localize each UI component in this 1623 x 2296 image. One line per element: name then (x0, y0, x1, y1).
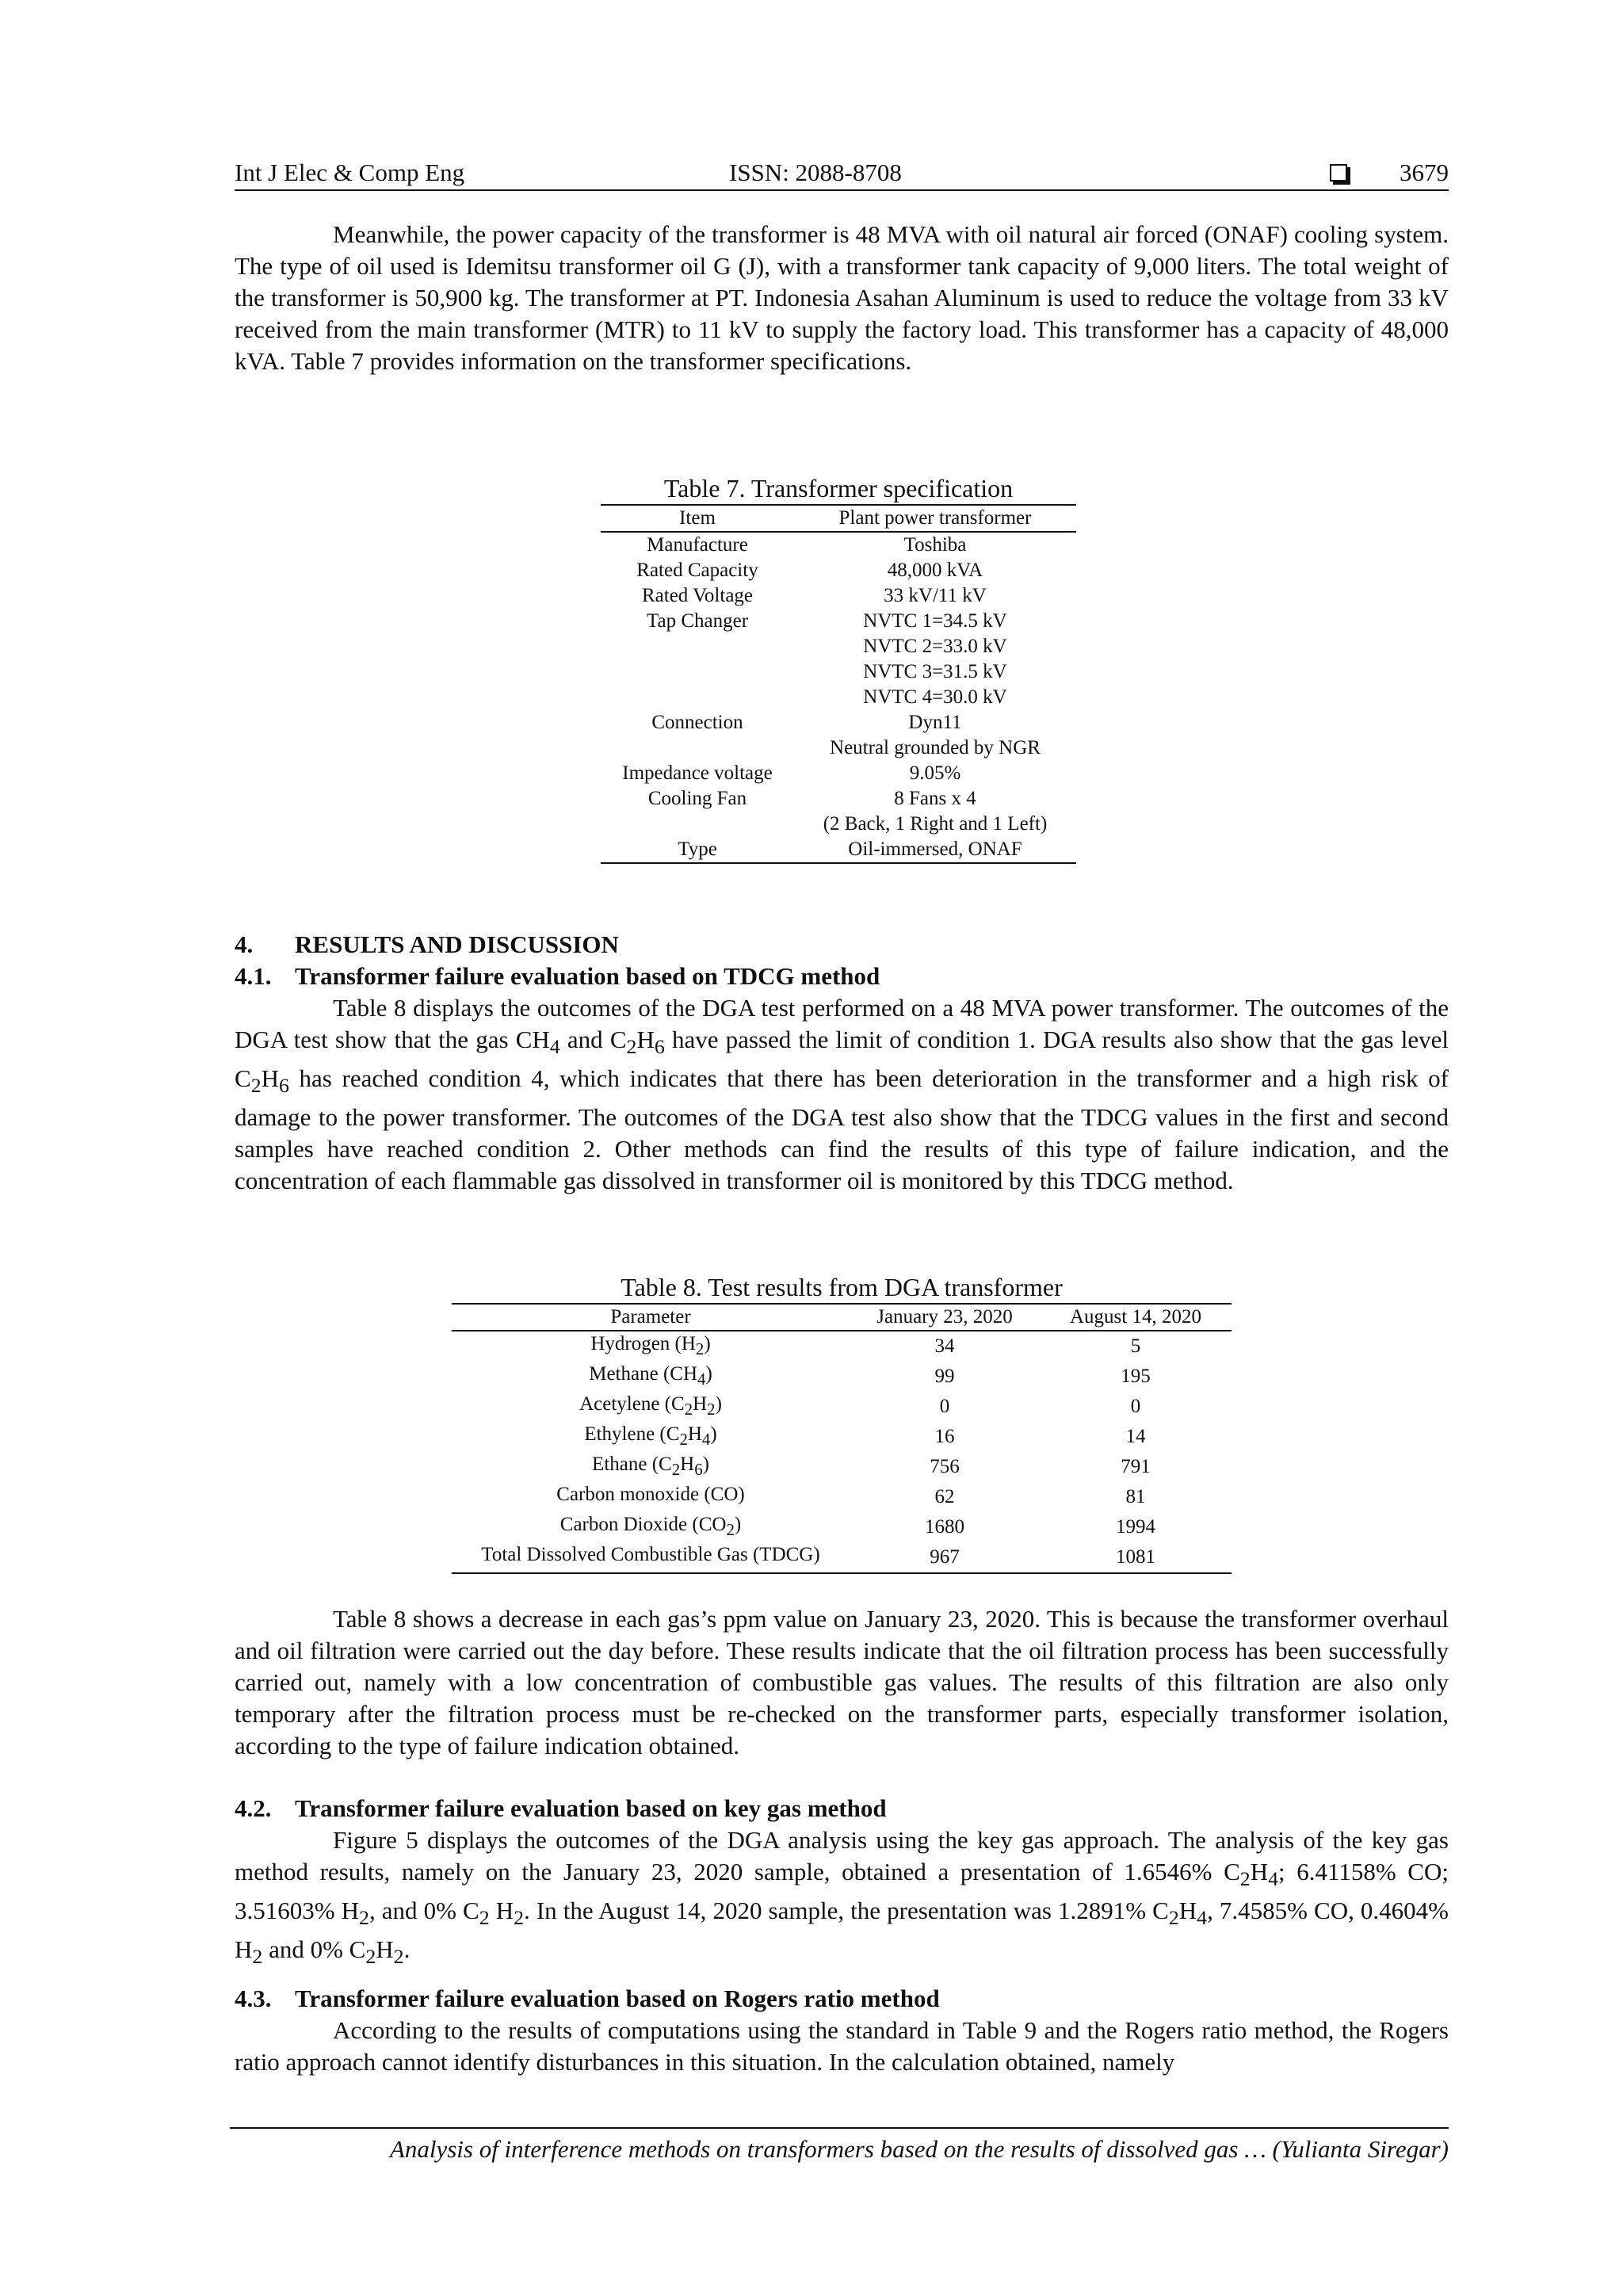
table7-row (601, 609, 1076, 634)
table7-row (601, 735, 1076, 761)
table8-cell-aug: 14 (1125, 1426, 1146, 1447)
table7-cell-item (601, 812, 794, 837)
table8-row (452, 1331, 1232, 1362)
table8-cell-parameter: Acetylene $(C_2H_2)$ (579, 1393, 722, 1419)
section-number: 4.1. (235, 962, 272, 990)
table8-cell-parameter: Methane $(CH_4)$ (589, 1363, 712, 1389)
table7-row (601, 837, 1076, 863)
table7-cell-item: Rated Voltage (641, 585, 754, 606)
paragraph-tdcg: Table 8 displays the outcomes of the DGA test performed on a 48 MVA power transformer. The outcomes of the DGA test show that the gas $CH_4$ and $C_2H_6$ have passed the limit of condition 1. DGA results also show that the gas level $C_2H_6$ has reached condition 4, which indicates that there has been deterioration in the transformer and a high risk of damage to the power transformer. The outcomes of the DGA test also show that the TDCG values in the first and second samples have reached condition 2. Other methods can find the results of this type of failure indication, and the concentration of each flammable gas dissolved in transformer oil is monitored by this TDCG method. (235, 994, 1449, 1195)
table8-cell-jan: 1680 (925, 1516, 964, 1538)
table7-cell-item: Cooling Fan (647, 788, 747, 809)
table7-cell-value: (2 Back, 1 Right and 1 Left) (823, 813, 1048, 835)
table8-cell-parameter: Carbon monoxide (CO) (556, 1484, 745, 1505)
table7-cell-value: NVTC 4=30.0 kV (863, 686, 1007, 708)
table8-cell-aug: 81 (1125, 1486, 1146, 1507)
table8-cell-jan: 34 (934, 1335, 955, 1357)
table7-row (601, 659, 1076, 685)
section-title: Transformer failure evaluation based on TDCG method (295, 962, 880, 990)
section-4-1-heading (235, 961, 880, 992)
table8-dga-results (452, 1303, 1232, 1574)
table7-caption: Table 7. Transformer specification (663, 474, 1014, 502)
table7-cell-value: Oil-immersed, ONAF (848, 839, 1022, 860)
running-header (235, 157, 1449, 189)
section-number: 4.3. (235, 1985, 272, 2012)
table8-header-parameter: Parameter (452, 1304, 850, 1331)
section-4-2-heading (235, 1793, 887, 1824)
paragraph-filtration: Table 8 shows a decrease in each gas’s ppm value on January 23, 2020. This is because the transformer overhaul and oil filtration were carried out the day before. These results indicate that the oil filtration process has been successfully carried out, namely with a low concentration of combustible gas values. The results of this filtration are also only temporary after the filtration process must be re-checked on the transformer parts, especially transformer isolation, according to the type of failure indication obtained. (235, 1605, 1449, 1759)
table7-row (601, 786, 1076, 812)
section-title: Transformer failure evaluation based on Rogers ratio method (295, 1985, 940, 2012)
table8-row (452, 1422, 1232, 1452)
table8-cell-aug: 1081 (1116, 1546, 1155, 1568)
table8-cell-aug: 195 (1121, 1366, 1151, 1387)
table8-cell-aug: 5 (1130, 1335, 1141, 1357)
journal-name: Int J Elec & Comp Eng (235, 159, 465, 186)
running-footer: Analysis of interference methods on transformers based on the results of dissolved gas … (Yulianta Siregar) (389, 2135, 1449, 2163)
table8-cell-jan: 967 (930, 1546, 960, 1568)
table7-row (601, 634, 1076, 659)
table7-cell-item (601, 659, 794, 685)
table8-cell-parameter: Hydrogen $(H_2)$ (590, 1333, 711, 1358)
section-number: 4. (235, 930, 254, 958)
table7-cell-item: Type (678, 839, 717, 860)
table8-cell-aug: 791 (1121, 1456, 1151, 1477)
footer-rule (230, 2127, 1449, 2129)
section-title: Transformer failure evaluation based on key gas method (295, 1794, 887, 1822)
table8-cell-aug: 0 (1130, 1396, 1141, 1417)
table7-cell-value: Neutral grounded by NGR (830, 737, 1041, 758)
table8-cell-aug: 1994 (1116, 1516, 1155, 1538)
table8-row (452, 1512, 1232, 1542)
table8-row (452, 1452, 1232, 1482)
section-title: RESULTS AND DISCUSSION (295, 930, 619, 958)
table8-row (452, 1392, 1232, 1422)
table7-cell-item: Tap Changer (646, 610, 749, 632)
table7-cell-value: 9.05% (909, 762, 961, 784)
paragraph-transformer-capacity: Meanwhile, the power capacity of the transformer is 48 MVA with oil natural air forced (ONAF) cooling system. The type of oil used is Idemitsu transformer oil G (J), with a transformer tank capacity of 9,000 liters. The total weight of the transformer is 50,900 kg. The transformer at PT. Indonesia Asahan Aluminum is used to reduce the voltage from 33 kV received from the main transformer (MTR) to 11 kV to supply the factory load. This transformer has a capacity of 48,000 kVA. Table 7 provides information on the transformer specifications. (235, 220, 1449, 375)
table8-cell-jan: 16 (934, 1426, 955, 1447)
table7-row (601, 532, 1076, 558)
table8-cell-jan: 0 (939, 1396, 950, 1417)
table7-header-plant: Plant power transformer (794, 505, 1076, 532)
section-4-heading (235, 929, 619, 961)
table7-cell-value: 8 Fans x 4 (894, 788, 976, 809)
table8-cell-parameter: Total Dissolved Combustible Gas (TDCG) (481, 1544, 820, 1565)
table8-cell-parameter: Carbon Dioxide $(CO_2)$ (559, 1514, 742, 1539)
table7-cell-item: Connection (651, 712, 743, 733)
table7-row (601, 583, 1076, 609)
section-4-3-heading (235, 1983, 940, 2015)
table7-cell-item: Rated Capacity (636, 560, 758, 581)
section-number: 4.2. (235, 1794, 272, 1822)
issn: ISSN: 2088-8708 (729, 159, 902, 186)
table8-row (452, 1542, 1232, 1573)
table8-cell-jan: 99 (934, 1366, 955, 1387)
table8-row (452, 1482, 1232, 1512)
table7-row (601, 812, 1076, 837)
table7-header-item: Item (601, 505, 794, 532)
table8-cell-jan: 756 (930, 1456, 960, 1477)
table8-cell-parameter: Ethylene $(C_2H_4)$ (584, 1423, 717, 1449)
page-number: 3679 (1400, 159, 1449, 186)
checkbox-square-icon (1330, 164, 1347, 181)
table7-cell-value: Toshiba (903, 534, 967, 556)
table8-header-jan: January 23, 2020 (850, 1304, 1040, 1331)
table7-cell-item (601, 685, 794, 710)
table7-cell-value: 48,000 kVA (887, 560, 983, 581)
table7-cell-value: NVTC 3=31.5 kV (863, 661, 1007, 682)
table7-cell-value: 33 kV/11 kV (884, 585, 987, 606)
table7-row (601, 761, 1076, 786)
table7-cell-item (601, 634, 794, 659)
table8-caption: Table 8. Test results from DGA transformer (621, 1273, 1063, 1301)
table7-row (601, 558, 1076, 583)
header-rule (235, 189, 1449, 191)
table7-cell-value: NVTC 2=33.0 kV (863, 636, 1007, 657)
table7-cell-item (601, 735, 794, 761)
table7-cell-item: Manufacture (647, 534, 748, 556)
table7-cell-value: Dyn11 (908, 712, 962, 733)
table7-row (601, 685, 1076, 710)
table8-cell-parameter: Ethane $(C_2H_6)$ (592, 1454, 709, 1479)
table8-cell-jan: 62 (934, 1486, 955, 1507)
table7-cell-value: NVTC 1=34.5 kV (863, 610, 1007, 632)
table8-header-aug: August 14, 2020 (1040, 1304, 1232, 1331)
table8-row (452, 1362, 1232, 1392)
paragraph-rogers: According to the results of computations using the standard in Table 9 and the Rogers ratio method, the Rogers ratio approach cannot identify disturbances in this situation. In the calculation obtained, namely (235, 2016, 1449, 2076)
table7-cell-item: Impedance voltage (622, 762, 773, 784)
paragraph-key-gas: Figure 5 displays the outcomes of the DGA analysis using the key gas approach. The analysis of the key gas method results, namely on the January 23, 2020 sample, obtained a presentation of 1.6546% $C_2H_4$; 6.41158% CO; 3.51603% $H_2$, and 0% $C_2$ $H_2$. In the August 14, 2020 sample, the presentation was 1.2891% $C_2H_4$, 7.4585% CO, 0.4604% $H_2$ and 0% $C_2H_2$. (235, 1826, 1449, 1969)
table7-row (601, 710, 1076, 735)
table7-transformer-specification (601, 504, 1076, 864)
